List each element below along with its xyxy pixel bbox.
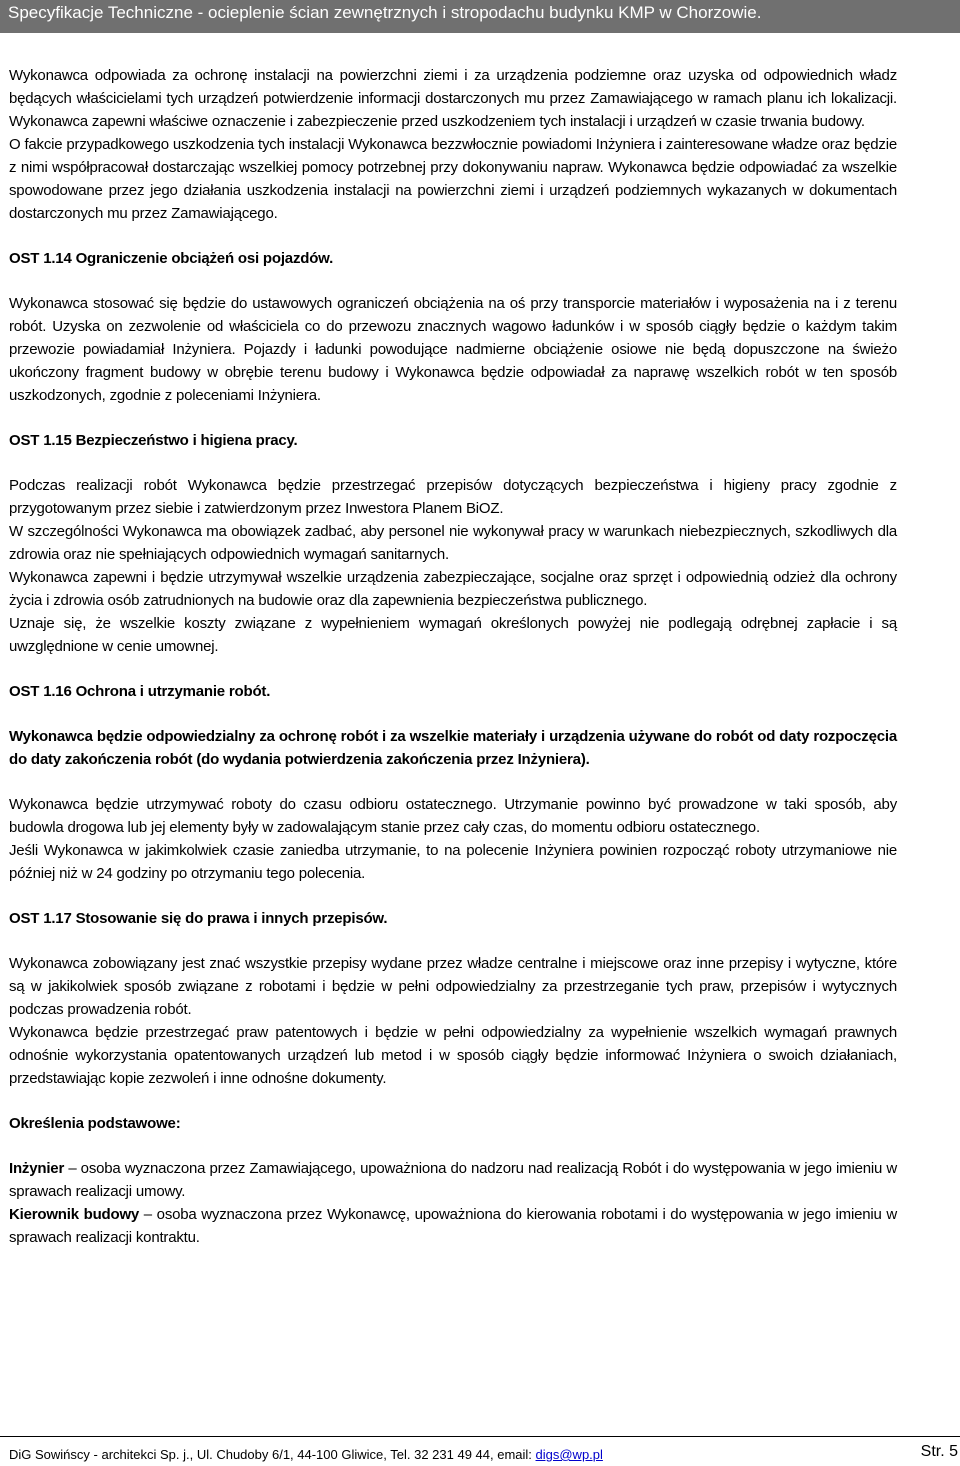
definition-term: Inżynier <box>9 1160 65 1177</box>
page-number: Str. 5 <box>920 1443 958 1460</box>
paragraph: Podczas realizacji robót Wykonawca będzie przestrzegać przepisów dotyczących bezpieczeństwa i higieny pracy zgodnie z przygotowanym przez siebie i zatwierdzonym przez Inwestora Planem BiOZ. <box>9 477 897 517</box>
paragraph: Wykonawca odpowiada za ochronę instalacji na powierzchni ziemi i za urządzenia podziemne oraz uzyska od odpowiednich władz będących właścicielami tych urządzeń potwierdzenie informacji dostarczonych mu przez Zamawiającego w ramach planu ich lokalizacji. Wykonawca zapewni właściwe oznaczenie i zabezpieczenie przed uszkodzeniem tych instalacji i urządzeń w czasie trwania budowy. <box>9 67 897 130</box>
header-title: Specyfikacje Techniczne - ocieplenie ścian zewnętrznych i stropodachu budynku KMP w Chorzowie. <box>8 3 762 22</box>
bold-paragraph: Wykonawca będzie odpowiedzialny za ochronę robót i za wszelkie materiały i urządzenia używane do robót od daty rozpoczęcia do daty zakończenia robót (do wydania potwierdzenia zakończenia przez Inżyniera). <box>9 728 897 768</box>
section-heading-ost-1-14: OST 1.14 Ograniczenie obciążeń osi pojazdów. <box>9 250 334 267</box>
definition-term: Kierownik budowy <box>9 1206 140 1223</box>
footer-email-link[interactable]: digs@wp.pl <box>535 1447 603 1462</box>
section-heading-ost-1-16: OST 1.16 Ochrona i utrzymanie robót. <box>9 683 271 700</box>
page-footer <box>0 1436 960 1466</box>
paragraph: O fakcie przypadkowego uszkodzenia tych instalacji Wykonawca bezzwłocznie powiadomi Inżyniera i zainteresowane władze oraz będzie z nimi współpracował dostarczając wszelkiej pomocy potrzebnej przy dokonywaniu napraw. Wykonawca będzie odpowiadać za wszelkie spowodowane przez jego działania uszkodzenia instalacji na powierzchni ziemi i urządzeń podziemnych wykazanych w dokumentach dostarczonych mu przez Zamawiającego. <box>9 136 897 222</box>
definition-text: – osoba wyznaczona przez Zamawiającego, upoważniona do nadzoru nad realizacją Robót i do występowania w jego imieniu w sprawach realizacji umowy. <box>9 1160 897 1200</box>
paragraph: Wykonawca będzie przestrzegać praw patentowych i będzie w pełni odpowiedzialny za wypełnienie wszelkich wymagań prawnych odnośnie wykorzystania opatentowanych urządzeń lub metod i w sposób ciągły będzie informować Inżyniera o swoich działaniach, przedstawiając kopie zezwoleń i inne odnośne dokumenty. <box>9 1024 897 1087</box>
paragraph: Wykonawca stosować się będzie do ustawowych ograniczeń obciążenia na oś przy transporcie materiałów i wyposażenia na i z terenu robót. Uzyska on zezwolenie od właściciela co do przewozu znacznych wagowo ładunków i w sposób ciągły będzie o każdym takim przewozie powiadamiał Inżyniera. Pojazdy i ładunki powodujące nadmierne obciążenie osiowe nie będą dopuszczone na świeżo ukończony fragment budowy w obrębie terenu budowy i Wykonawca będzie odpowiadał za naprawę wszelkich robót w ten sposób uszkodzonych, zgodnie z poleceniami Inżyniera. <box>9 295 897 404</box>
definition-inzynier <box>9 1157 897 1203</box>
document-body <box>9 64 897 1249</box>
footer-company-info <box>9 1447 603 1462</box>
definition-kierownik-budowy <box>9 1203 897 1249</box>
footer-company: DiG Sowińscy - architekci Sp. j., Ul. Chudoby 6/1, 44-100 Gliwice, Tel. 32 231 49 44, email: <box>9 1447 536 1462</box>
section-heading-definitions: Określenia podstawowe: <box>9 1115 181 1132</box>
definition-text: – osoba wyznaczona przez Wykonawcę, upoważniona do kierowania robotami i do występowania w jego imieniu w sprawach realizacji kontraktu. <box>9 1206 897 1246</box>
paragraph: Uznaje się, że wszelkie koszty związane z wypełnieniem wymagań określonych powyżej nie podlegają odrębnej zapłacie i są uwzględnione w cenie umownej. <box>9 615 897 655</box>
paragraph: Wykonawca zapewni i będzie utrzymywał wszelkie urządzenia zabezpieczające, socjalne oraz sprzęt i odpowiednią odzież dla ochrony życia i zdrowia osób zatrudnionych na budowie oraz dla zapewnienia bezpieczeństwa publicznego. <box>9 569 897 609</box>
paragraph: W szczególności Wykonawca ma obowiązek zadbać, aby personel nie wykonywał pracy w warunkach niebezpiecznych, szkodliwych dla zdrowia oraz nie spełniających odpowiednich wymagań sanitarnych. <box>9 523 897 563</box>
section-heading-ost-1-15: OST 1.15 Bezpieczeństwo i higiena pracy. <box>9 432 298 449</box>
section-heading-ost-1-17: OST 1.17 Stosowanie się do prawa i innych przepisów. <box>9 910 388 927</box>
paragraph: Jeśli Wykonawca w jakimkolwiek czasie zaniedba utrzymanie, to na polecenie Inżyniera powinien rozpocząć roboty utrzymaniowe nie później niż w 24 godziny po otrzymaniu tego polecenia. <box>9 842 897 882</box>
paragraph: Wykonawca będzie utrzymywać roboty do czasu odbioru ostatecznego. Utrzymanie powinno być prowadzone w taki sposób, aby budowla drogowa lub jej elementy były w zadowalającym stanie przez cały czas, do momentu odbioru ostatecznego. <box>9 796 897 836</box>
paragraph: Wykonawca zobowiązany jest znać wszystkie przepisy wydane przez władze centralne i miejscowe oraz inne przepisy i wytyczne, które są w jakikolwiek sposób związane z robotami i będzie w pełni odpowiedzialny za przestrzeganie tych praw, przepisów i wytycznych podczas prowadzenia robót. <box>9 955 897 1018</box>
page-header <box>0 0 960 33</box>
